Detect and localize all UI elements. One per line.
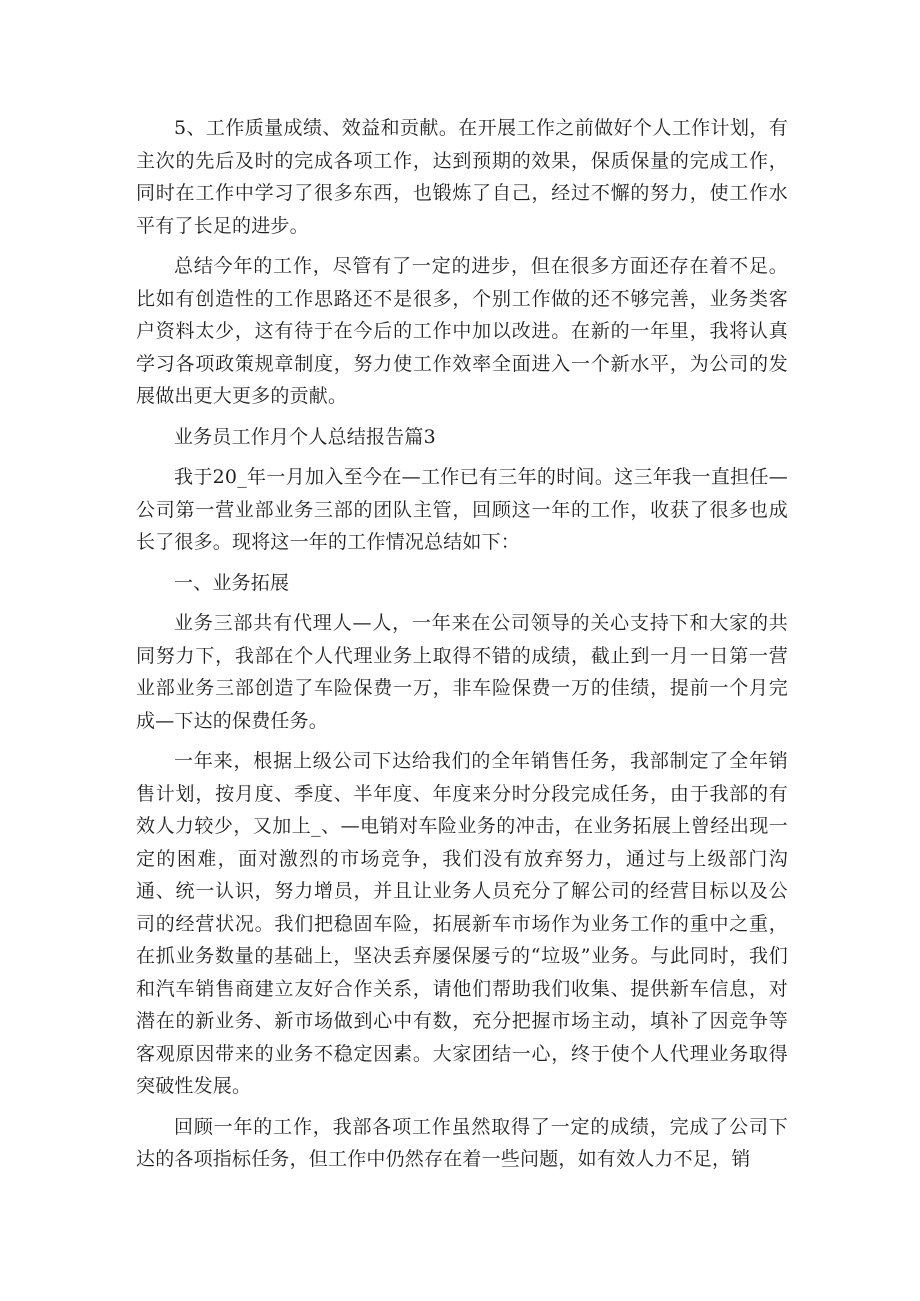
paragraph-team-results: 业务三部共有代理人—人，一年来在公司领导的关心支持下和大家的共同努力下，我部在个人代理业务上取得不错的成绩，截止到一月一日第一营业部业务三部创造了车险保费一万，非车险保费一万的佳绩，提前一个月完成—下达的保费任务。 <box>136 612 788 732</box>
section-heading-business-expansion: 一、业务拓展 <box>174 571 290 594</box>
paragraph-work-quality: 5、工作质量成绩、效益和贡献。在开展工作之前做好个人工作计划，有主次的先后及时的完成各项工作，达到预期的效果，保质保量的完成工作，同时在工作中学习了很多东西，也锻炼了自己，经过不懈的努力，使工作水平有了长足的进步。 <box>136 117 788 237</box>
paragraph-sales-plan: 一年来，根据上级公司下达给我们的全年销售任务，我部制定了全年销售计划，按月度、季度、半年度、年度来分时分段完成任务，由于我部的有效人力较少，又加上_、—电销对车险业务的冲击，在业务拓展上曾经出现一定的困难，面对激烈的市场竞争，我们没有放弃努力，通过与上级部门沟通、统一认识，努力增员，并且让业务人员充分了解公司的经营目标以及公司的经营状况。我们把稳固车险，拓展新车市场作为业务工作的重中之重，在抓业务数量的基础上，坚决丢弃屡保屡亏的“垃圾”业务。与此同时，我们和汽车销售商建立友好合作关系，请他们帮助我们收集、提供新车信息，对潜在的新业务、新市场做到心中有数，充分把握市场主动，填补了因竞争等客观原因带来的业务不稳定因素。大家团结一心，终于使个人代理业务取得突破性发展。 <box>136 750 788 1097</box>
paragraph-introduction: 我于20_年一月加入至今在—工作已有三年的时间。这三年我一直担任—公司第一营业部业务三部的团队主管，回顾这一年的工作，收获了很多也成长了很多。现将这一年的工作情况总结如下： <box>136 466 788 553</box>
paragraph-annual-summary: 总结今年的工作，尽管有了一定的进步，但在很多方面还存在着不足。比如有创造性的工作思路还不是很多，个别工作做的还不够完善，业务类客户资料太少，这有待于在今后的工作中加以改进。在新的一年里，我将认真学习各项政策规章制度，努力使工作效率全面进入一个新水平，为公司的发展做出更大更多的贡献。 <box>136 255 788 407</box>
section-title-report-3: 业务员工作月个人总结报告篇3 <box>174 425 436 448</box>
document-body <box>136 112 788 1184</box>
paragraph-review: 回顾一年的工作，我部各项工作虽然取得了一定的成绩，完成了公司下达的各项指标任务，但工作中仍然存在着一些问题，如有效人力不足，销 <box>136 1115 788 1170</box>
